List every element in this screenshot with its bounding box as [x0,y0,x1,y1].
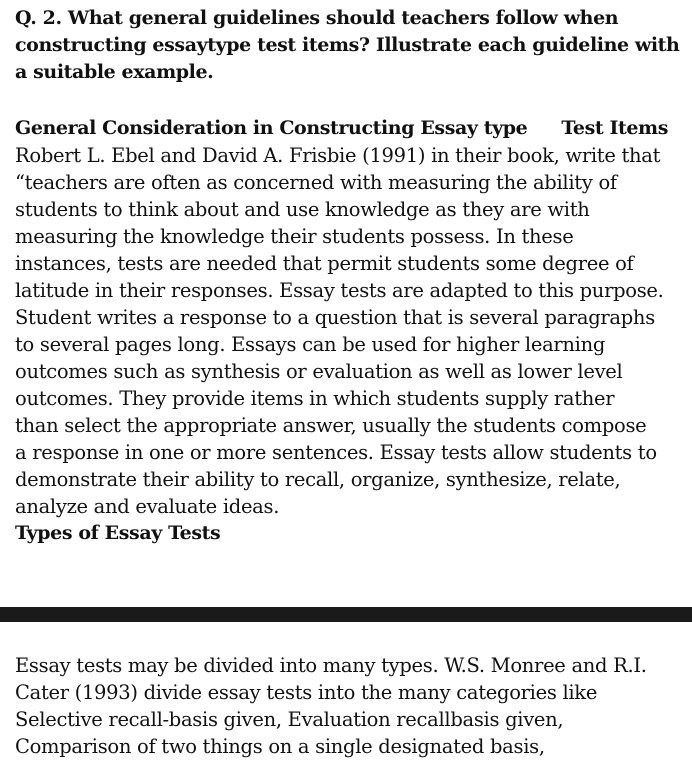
section-heading-right: Test Items [561,117,669,139]
body-line: outcomes. They provide items in which students supply rather [15,387,615,410]
body-paragraph [15,142,685,520]
body-line: outcomes such as synthesis or evaluation as well as lower level [15,360,623,383]
question-text [15,5,685,86]
body-line: Student writes a response to a question that is several paragraphs [15,306,655,329]
body-line: a response in one or more sentences. Essay tests allow students to [15,441,657,464]
continued-paragraph [15,652,685,760]
section-heading [15,115,685,142]
types-heading: Types of Essay Tests [15,522,221,544]
body-line: Essay tests may be divided into many types. W.S. Monree and R.I. [15,654,647,677]
body-line: instances, tests are needed that permit students some degree of [15,252,634,275]
section-heading-left: General Consideration in Constructing Essay type [15,117,528,139]
page-separator [0,607,692,622]
body-line: Robert L. Ebel and David A. Frisbie (1991) in their book, write that [15,144,661,167]
body-line: Selective recall-basis given, Evaluation recallbasis given, [15,708,564,731]
body-line: Cater (1993) divide essay tests into the many categories like [15,681,598,704]
body-line: latitude in their responses. Essay tests are adapted to this purpose. [15,279,664,302]
body-line: Comparison of two things on a single designated basis, [15,735,545,758]
body-line: demonstrate their ability to recall, organize, synthesize, relate, [15,468,621,491]
body-line: analyze and evaluate ideas. [15,495,280,518]
body-line: students to think about and use knowledge as they are with [15,198,590,221]
body-line: to several pages long. Essays can be used for higher learning [15,333,606,356]
body-line: measuring the knowledge their students possess. In these [15,225,574,248]
question-line: a suitable example. [15,61,214,83]
question-line: constructing essaytype test items? Illustrate each guideline with [15,34,680,56]
body-line: than select the appropriate answer, usually the students compose [15,414,647,437]
question-line: Q. 2. What general guidelines should teachers follow when [15,7,619,29]
body-line: “teachers are often as concerned with measuring the ability of [15,171,617,194]
